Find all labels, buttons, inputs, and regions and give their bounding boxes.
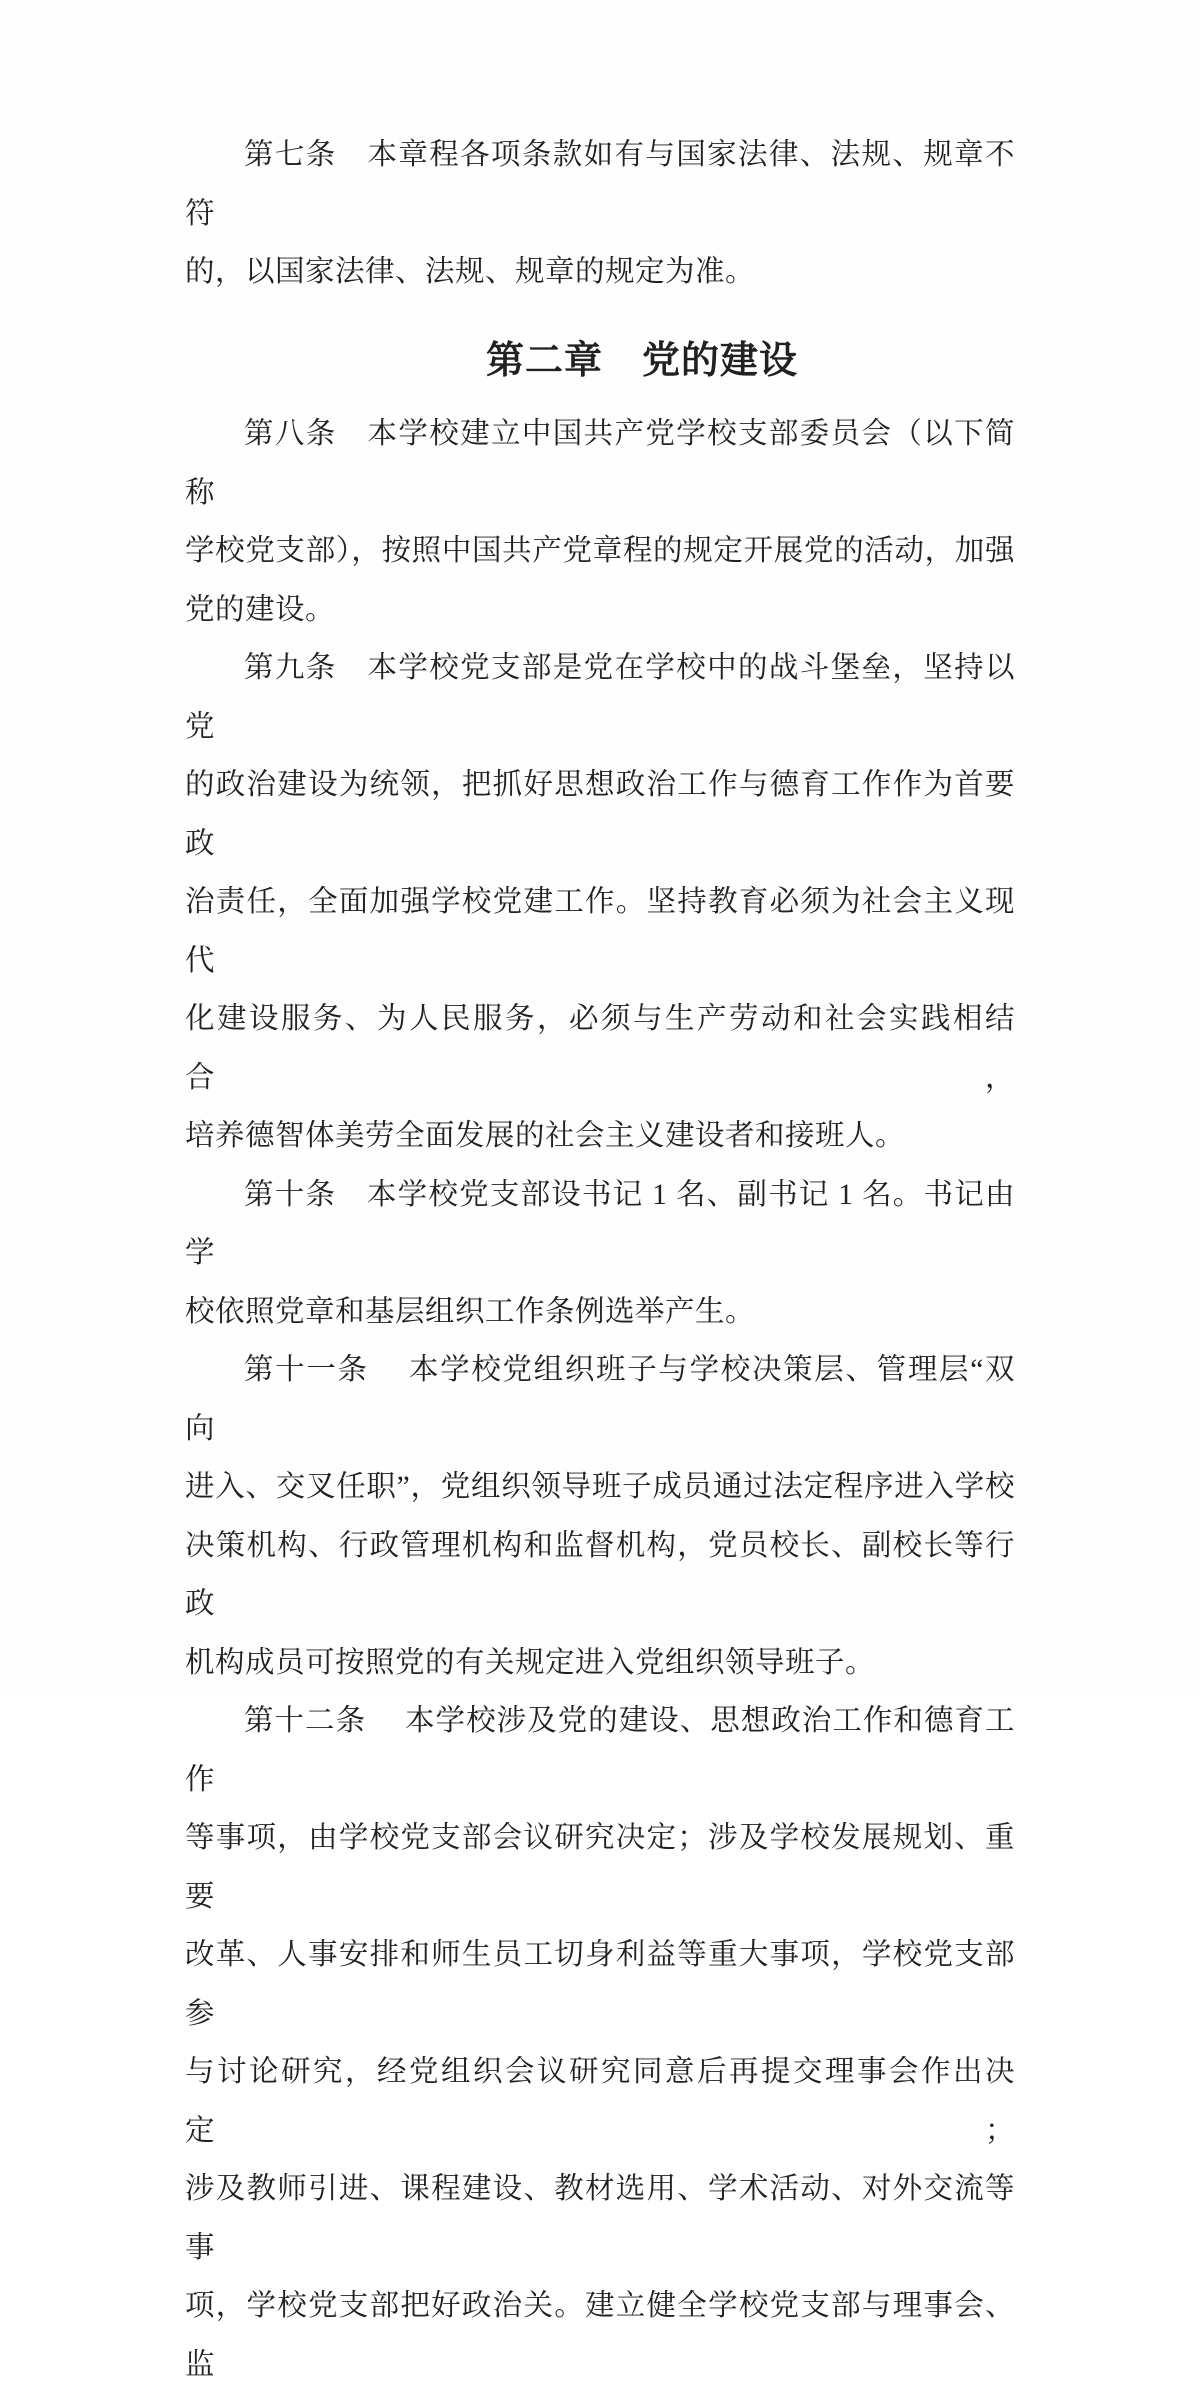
text-line: 第十条 本学校党支部设书记 1 名、副书记 1 名。书记由学 — [185, 1178, 1015, 1269]
text-line: 的政治建设为统领，把抓好思想政治工作与德育工作作为首要政 — [185, 769, 1015, 860]
text-line: 第十一条 本学校党组织班子与学校决策层、管理层“双向 — [185, 1354, 1015, 1445]
text-line: 进入、交叉任职”，党组织领导班子成员通过法定程序进入学校 — [185, 1471, 1015, 1503]
paragraph-article-7 — [185, 126, 1015, 302]
paragraph-article-8 — [185, 405, 1015, 639]
text-line: 项，学校党支部把好政治关。建立健全学校党支部与理事会、监 — [185, 2290, 1015, 2381]
text-line: 治责任，全面加强学校党建工作。坚持教育必须为社会主义现代 — [185, 886, 1015, 977]
chapter-heading: 第二章 党的建设 — [485, 339, 798, 382]
text-line: 涉及教师引进、课程建设、教材选用、学术活动、对外交流等事 — [185, 2173, 1015, 2264]
text-line: 化建设服务、为人民服务，必须与生产劳动和社会实践相结合， — [185, 1003, 1015, 1094]
text-line: 第十二条 本学校涉及党的建设、思想政治工作和德育工作 — [185, 1705, 1015, 1796]
text-line: 第九条 本学校党支部是党在学校中的战斗堡垒，坚持以党 — [185, 652, 1015, 743]
text-line: 的，以国家法律、法规、规章的规定为准。 — [185, 256, 756, 288]
text-line: 第八条 本学校建立中国共产党学校支部委员会（以下简称 — [185, 418, 1015, 509]
text-line: 党的建设。 — [185, 593, 336, 626]
text-line: 机构成员可按照党的有关规定进入党组织领导班子。 — [185, 1646, 876, 1679]
text-line: 第七条 本章程各项条款如有与国家法律、法规、规章不符 — [185, 139, 1015, 230]
text-line: 与讨论研究，经党组织会议研究同意后再提交理事会作出决定； — [185, 2056, 1015, 2147]
paragraph-article-11 — [185, 1341, 1015, 1692]
text-line: 改革、人事安排和师生员工切身利益等重大事项，学校党支部参 — [185, 1939, 1015, 2030]
paragraph-article-9 — [185, 639, 1015, 1166]
paragraph-article-12 — [185, 1692, 1015, 2394]
text-line: 学校党支部），按照中国共产党章程的规定开展党的活动，加强 — [185, 535, 1015, 567]
paragraph-article-10 — [185, 1166, 1015, 1342]
text-line: 培养德智体美劳全面发展的社会主义建设者和接班人。 — [185, 1120, 906, 1152]
text-line: 等事项，由学校党支部会议研究决定；涉及学校发展规划、重要 — [185, 1822, 1015, 1913]
text-line: 校依照党章和基层组织工作条例选举产生。 — [185, 1295, 756, 1328]
text-line: 决策机构、行政管理机构和监督机构，党员校长、副校长等行政 — [185, 1529, 1015, 1620]
